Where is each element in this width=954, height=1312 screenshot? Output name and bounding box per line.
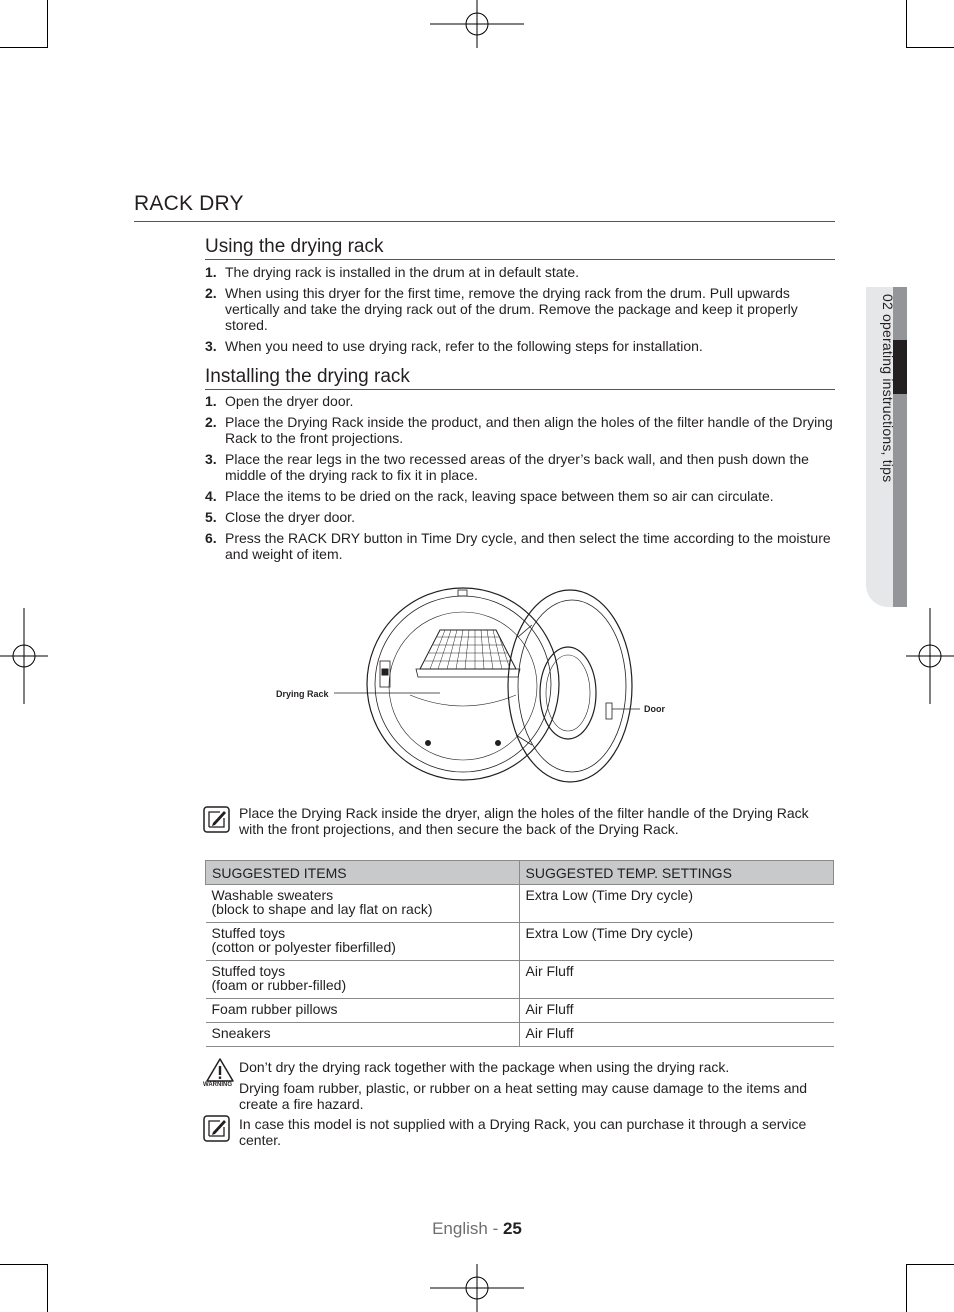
drying-rack-label: Drying Rack [276, 689, 329, 699]
warning-icon [206, 1058, 234, 1082]
table-cell-item: Sneakers [206, 1023, 520, 1047]
table-row [206, 923, 834, 961]
using-steps [205, 264, 835, 359]
list-item: 3. Place the rear legs in the two recessed areas of the dryer’s back wall, and then push down the middle of the drying rack to fix it in place. [205, 451, 809, 483]
table-row [206, 961, 834, 999]
list-item: 5. Close the dryer door. [205, 509, 355, 525]
table-cell-setting: Air Fluff [519, 999, 834, 1023]
table-cell-item: Stuffed toys (foam or rubber-filled) [206, 961, 520, 999]
list-item: 1. The drying rack is installed in the drum at in default state. [205, 264, 580, 280]
suggested-settings-table [205, 860, 834, 1047]
table-row [206, 1023, 834, 1047]
warning-text-1: Don’t dry the drying rack together with the package when using the drying rack. [239, 1059, 730, 1075]
note-rack-install: Place the Drying Rack inside the dryer, align the holes of the filter handle of the Drying Rack with the front projections, and then secure the back of the Drying Rack. [239, 805, 809, 837]
warning-label: WARNING [203, 1082, 232, 1088]
side-tab-label: 02 operating instructions, tips [880, 294, 896, 483]
warning-text-2: Drying foam rubber, plastic, or rubber on a heat setting may cause damage to the items and create a fire hazard. [239, 1080, 808, 1112]
section-title-rule [134, 221, 835, 222]
note-purchase-rack: In case this model is not supplied with a Drying Rack, you can purchase it through a service center. [239, 1116, 807, 1148]
list-item: 1. Open the dryer door. [205, 393, 354, 409]
list-item: 2. Place the Drying Rack inside the product, and then align the holes of the filter handle of the Drying Rack to the front projections. [205, 414, 833, 446]
page-number: 25 [502, 1219, 522, 1238]
table-cell-setting: Extra Low (Time Dry cycle) [519, 923, 834, 961]
table-header-items: SUGGESTED ITEMS [206, 861, 520, 885]
table-header-row [206, 861, 834, 885]
page-footer [0, 1219, 954, 1239]
table-cell-item: Foam rubber pillows [206, 999, 520, 1023]
installing-heading: Installing the drying rack [205, 366, 410, 387]
list-item: 4. Place the items to be dried on the rack, leaving space between them so air can circulate. [205, 488, 774, 504]
table-cell-setting: Air Fluff [519, 961, 834, 999]
table-cell-setting: Extra Low (Time Dry cycle) [519, 885, 834, 923]
table-row [206, 885, 834, 923]
installing-steps [205, 393, 835, 567]
list-item: 2. When using this dryer for the first time, remove the drying rack from the drum. Pull upwards vertically and take the drying rack out of the drum. Remove the package and keep it properly stored. [205, 285, 798, 333]
table-cell-item: Washable sweaters (block to shape and lay flat on rack) [206, 885, 520, 923]
table-header-settings: SUGGESTED TEMP. SETTINGS [519, 861, 834, 885]
table-cell-item: Stuffed toys (cotton or polyester fiberfilled) [206, 923, 520, 961]
using-heading: Using the drying rack [205, 236, 384, 257]
dryer-drying-rack-illustration [270, 585, 680, 790]
list-item: 6. Press the RACK DRY button in Time Dry cycle, and then select the time according to the moisture and weight of item. [205, 530, 831, 562]
table-row [206, 999, 834, 1023]
door-label: Door [644, 704, 665, 714]
footer-language: English - [432, 1219, 503, 1238]
section-title: RACK DRY [134, 192, 244, 215]
list-item: 3. When you need to use drying rack, refer to the following steps for installation. [205, 338, 703, 354]
note-icon [203, 1115, 230, 1142]
installing-heading-rule [205, 389, 835, 390]
table-cell-setting: Air Fluff [519, 1023, 834, 1047]
note-icon [203, 806, 230, 833]
using-heading-rule [205, 259, 835, 260]
